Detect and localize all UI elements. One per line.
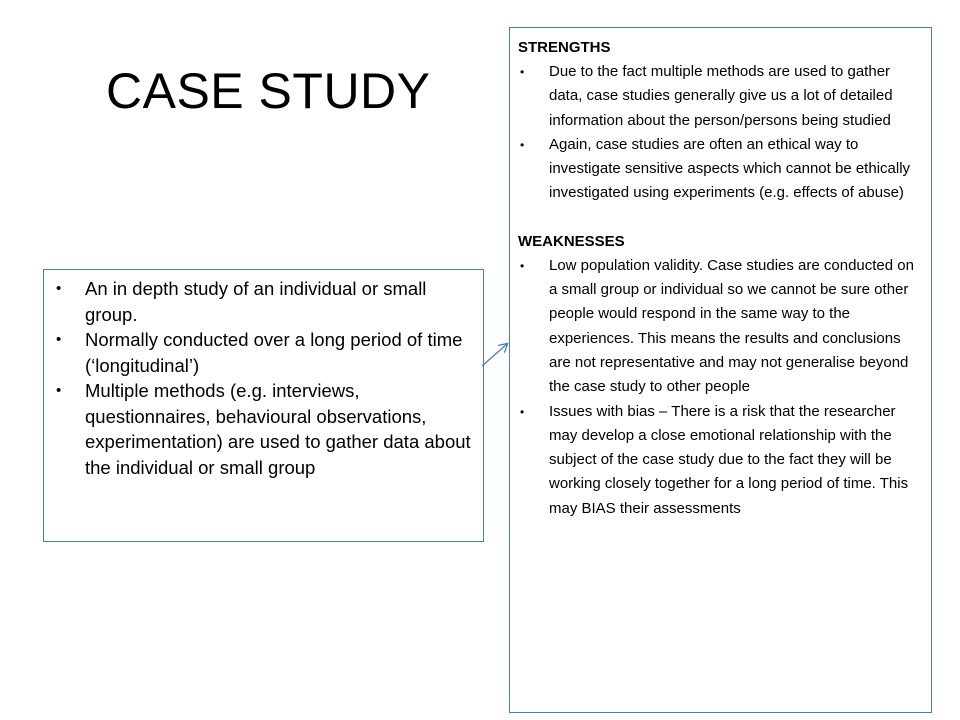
- definition-item: [56, 378, 475, 480]
- arrow-line: [482, 344, 507, 366]
- definition-list: [56, 276, 475, 480]
- strength-item: [518, 133, 921, 206]
- weaknesses-list: [518, 254, 921, 521]
- section-spacer: [518, 206, 921, 230]
- weakness-item: [518, 400, 921, 521]
- weakness-text: Issues with bias – There is a risk that the researcher may develop a close emotional relationship with the subject of the case study due to the fact they will be working closely together for a long period of time. This may BIAS their assessments: [549, 402, 909, 517]
- weakness-text: Low population validity. Case studies are conducted on a small group or individual so we cannot be sure other people would respond in the same way to the experiences. This means the results and conclusions are not representative and may not generalise beyond the case study to other people: [549, 256, 914, 396]
- strength-item: [518, 60, 921, 133]
- definition-item: [56, 276, 475, 327]
- strength-text: Again, case studies are often an ethical way to investigate sensitive aspects which cannot be ethically investigated using experiments (e.g. effects of abuse): [549, 135, 911, 202]
- definition-text: Multiple methods (e.g. interviews, questionnaires, behavioural observations, experimentation) are used to gather data about the individual or small group: [85, 380, 471, 478]
- definition-text: An in depth study of an individual or small group.: [85, 278, 427, 325]
- definition-box: [43, 269, 484, 542]
- bullet-icon: •: [56, 331, 62, 348]
- bullet-icon: •: [520, 404, 525, 419]
- weaknesses-heading: WEAKNESSES: [518, 232, 625, 250]
- bullet-icon: •: [520, 137, 525, 152]
- definition-text: Normally conducted over a long period of time (‘longitudinal’): [85, 329, 463, 376]
- bullet-icon: •: [56, 382, 62, 399]
- bullet-icon: •: [56, 280, 62, 297]
- bullet-icon: •: [520, 258, 525, 273]
- weakness-item: [518, 254, 921, 400]
- evaluation-box: [509, 27, 932, 713]
- strengths-list: [518, 60, 921, 206]
- strengths-heading: STRENGTHS: [518, 39, 611, 56]
- slide-title: CASE STUDY: [106, 63, 431, 119]
- definition-item: [56, 327, 475, 378]
- strength-text: Due to the fact multiple methods are used to gather data, case studies generally give us a lot of detailed information about the person/persons being studied: [549, 63, 893, 129]
- bullet-icon: •: [520, 65, 525, 79]
